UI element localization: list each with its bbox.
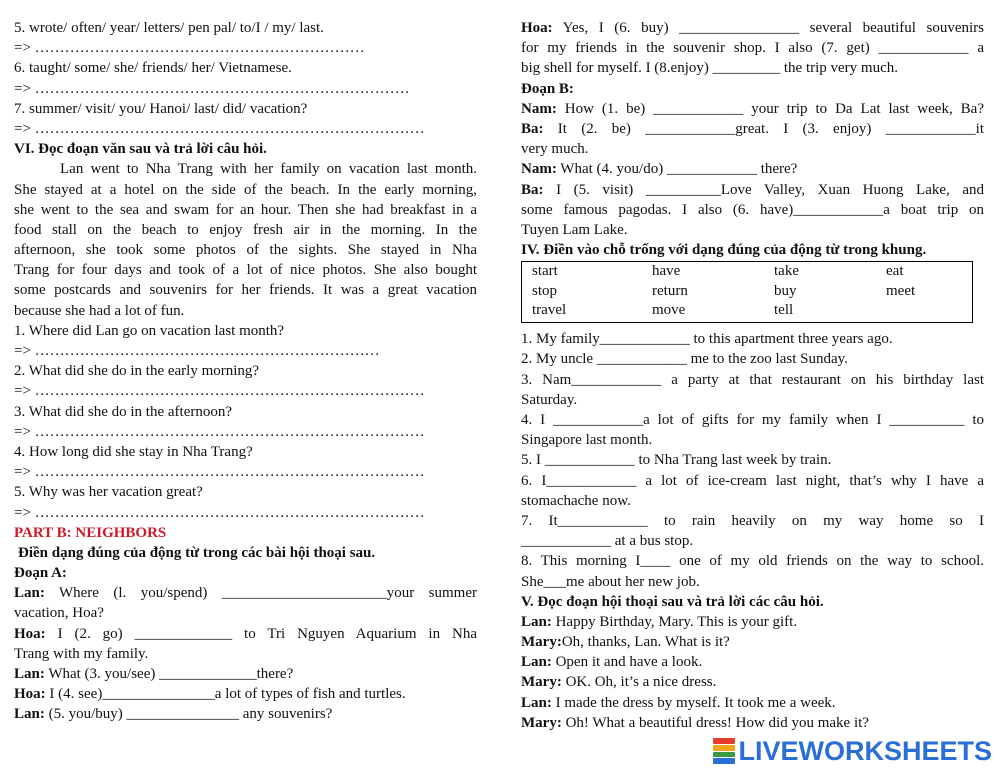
exercise-item[interactable]: 8. This morning I____ one of my old friends on the way to school. — [521, 553, 984, 570]
question-1: 1. Where did Lan go on vacation last month? — [14, 322, 285, 339]
dialogue-line[interactable]: Nam: What (4. you/do) ____________ there? — [521, 159, 984, 179]
dialogue-line: Trang with my family. — [14, 645, 149, 662]
speaker-label: Mary: — [521, 714, 562, 731]
part-b-instruction: Điền dạng đúng của động từ trong các bài hội thoại sau. — [18, 544, 376, 561]
speaker-label: Ba: — [521, 120, 544, 137]
answer-line[interactable]: => …………………………………………………………………… — [14, 120, 425, 137]
sentence-6: 6. taught/ some/ she/ friends/ her/ Vietnamese. — [14, 60, 292, 77]
exercise-item[interactable]: 6. I____________ a lot of ice-cream last night, that’s why I have a — [521, 472, 984, 489]
passage-line: Trang for four days and took of a lot of nice photos. She also bought — [14, 262, 477, 279]
answer-line[interactable]: => …………………………………………………………………… — [14, 423, 425, 440]
passage-line: She stayed at a hotel on the side of the beach. In the early morning, — [14, 181, 477, 198]
passage-line: afternoon, she took some photos of the sights. She stayed in Nha — [14, 242, 477, 259]
answer-line[interactable]: => …………………………………………………………………… — [14, 464, 425, 481]
dialogue-line[interactable]: for my friends in the souvenir shop. I also (7. get) ____________ a — [521, 40, 984, 57]
dialogue-line: Mary: OK. Oh, it’s a nice dress. — [521, 672, 984, 692]
exercise-item: stomachache now. — [521, 492, 631, 509]
part-b-heading: PART B: NEIGHBORS — [14, 524, 167, 541]
word-box — [521, 261, 973, 323]
left-column — [14, 18, 477, 725]
sentence-7: 7. summer/ visit/ you/ Hanoi/ last/ did/ vacation? — [14, 100, 308, 117]
speaker-label: Lan: — [521, 654, 552, 671]
question-3: 3. What did she do in the afternoon? — [14, 403, 232, 420]
exercise-item[interactable]: ____________ at a bus stop. — [521, 533, 694, 550]
question-2: 2. What did she do in the early morning? — [14, 363, 260, 380]
dialogue-line: very much. — [521, 141, 589, 158]
dialogue-line[interactable]: Hoa: Yes, I (6. buy) ________________ several beautiful souvenirs — [521, 18, 984, 38]
word-box-cell: have — [652, 263, 681, 280]
word-box-cell: eat — [886, 263, 904, 280]
liveworksheets-logo[interactable] — [713, 736, 992, 766]
exercise-item[interactable]: 7. It____________ to rain heavily on my way home so I — [521, 512, 984, 529]
speaker-label: Nam: — [521, 161, 557, 178]
answer-line[interactable]: => …………………………………………………………… — [14, 343, 380, 359]
speaker-label: Mary: — [521, 634, 562, 651]
logo-mark-icon — [713, 738, 735, 764]
dialogue-line[interactable]: Nam: How (1. be) ____________ your trip to Da Lat last week, Ba? — [521, 99, 984, 119]
word-box-cell: tell — [774, 302, 794, 319]
speaker-label: Lan: — [14, 706, 45, 723]
dialogue-line[interactable]: Ba: It (2. be) ____________great. I (3. enjoy) ____________it — [521, 119, 984, 139]
question-5: 5. Why was her vacation great? — [14, 484, 203, 501]
dialogue-line[interactable]: big shell for myself. I (8.enjoy) _________ the trip very much. — [521, 60, 899, 77]
exercise-item[interactable]: 2. My uncle ____________ me to the zoo last Sunday. — [521, 351, 848, 368]
speaker-label: Lan: — [521, 694, 552, 711]
answer-line[interactable]: => …………………………………………………………………… — [14, 504, 425, 521]
passage-line: she went to the sea and swam for an hour. Then she had breakfast in a — [14, 201, 477, 218]
dialogue-line: vacation, Hoa? — [14, 605, 104, 622]
answer-line[interactable]: => ………………………………………………………………… — [14, 80, 410, 97]
word-box-cell: take — [774, 263, 799, 280]
speaker-label: Lan: — [521, 613, 552, 630]
dialogue-line: Lan: Happy Birthday, Mary. This is your gift. — [521, 612, 984, 632]
dialogue-line: Mary: Oh! What a beautiful dress! How did you make it? — [521, 713, 984, 733]
exercise-item: Singapore last month. — [521, 432, 653, 449]
dialogue-line: Tuyen Lam Lake. — [521, 221, 628, 238]
dialogue-line[interactable]: Ba: I (5. visit) __________Love Valley, Xuan Huong Lake, and — [521, 180, 984, 200]
speaker-label: Hoa: — [14, 686, 46, 703]
exercise-item[interactable]: 1. My family____________ to this apartment three years ago. — [521, 331, 893, 348]
word-box-cell: move — [652, 302, 686, 319]
passage-line: Lan went to Nha Trang with her family on vacation last month. — [60, 161, 477, 178]
exercise-item: Saturday. — [521, 391, 578, 408]
passage-line: because she had a lot of fun. — [14, 302, 185, 319]
word-box-cell: stop — [532, 283, 558, 300]
word-box-cell: start — [532, 263, 558, 280]
section-v-heading: V. Đọc đoạn hội thoại sau và trả lời các câu hỏi. — [521, 593, 824, 610]
answer-line[interactable]: => ………………………………………………………… — [14, 40, 365, 57]
speaker-label: Hoa: — [14, 625, 46, 642]
sentence-5: 5. wrote/ often/ year/ letters/ pen pal/ to/I / my/ last. — [14, 20, 324, 36]
section-iv-heading: IV. Điền vào chỗ trống với dạng đúng của động từ trong khung. — [521, 242, 927, 259]
exercise-item[interactable]: 5. I ____________ to Nha Trang last week by train. — [521, 452, 832, 469]
speaker-label: Hoa: — [521, 20, 553, 36]
word-box-cell: buy — [774, 283, 797, 300]
dialogue-line[interactable]: some famous pagodas. I also (6. have)____________a boat trip on — [521, 201, 984, 218]
exercise-item[interactable]: She___me about her new job. — [521, 573, 700, 590]
speaker-label: Lan: — [14, 585, 45, 602]
word-box-cell: meet — [886, 283, 916, 300]
question-4: 4. How long did she stay in Nha Trang? — [14, 443, 253, 460]
dialogue-line[interactable]: Hoa: I (4. see)_______________a lot of types of fish and turtles. — [14, 684, 477, 704]
exercise-item[interactable]: 3. Nam____________ a party at that restaurant on his birthday last — [521, 371, 984, 388]
logo-text: LIVEWORKSHEETS — [738, 735, 992, 766]
exercise-item[interactable]: 4. I ____________a lot of gifts for my family when I __________ to — [521, 412, 984, 428]
right-column — [521, 18, 984, 733]
dialogue-line: Lan: Open it and have a look. — [521, 652, 984, 672]
dialogue-line[interactable]: Lan: Where (l. you/spend) ______________________your summer — [14, 583, 477, 603]
section-vi-heading: VI. Đọc đoạn văn sau và trả lời câu hỏi. — [14, 141, 267, 158]
answer-line[interactable]: => …………………………………………………………………… — [14, 383, 425, 400]
dialogue-line: Mary:Oh, thanks, Lan. What is it? — [521, 632, 984, 652]
speaker-label: Ba: — [521, 181, 544, 198]
dialogue-line[interactable]: Lan: (5. you/buy) _______________ any souvenirs? — [14, 704, 477, 724]
speaker-label: Nam: — [521, 100, 557, 117]
passage-line: food stall on the beach to enjoy fresh air in the morning. In the — [14, 221, 477, 238]
speaker-label: Mary: — [521, 674, 562, 691]
dialogue-line[interactable]: Lan: What (3. you/see) _____________there? — [14, 664, 477, 684]
dialogue-a-heading: Đoạn A: — [14, 565, 67, 582]
dialogue-line: Lan: I made the dress by myself. It took me a week. — [521, 693, 984, 713]
dialogue-b-heading: Đoạn B: — [521, 80, 574, 97]
passage-line: some postcards and souvenirs for her friends. It was a great vacation — [14, 282, 477, 299]
word-box-cell: travel — [532, 302, 567, 319]
speaker-label: Lan: — [14, 666, 45, 682]
dialogue-line[interactable]: Hoa: I (2. go) _____________ to Tri Nguyen Aquarium in Nha — [14, 624, 477, 644]
word-box-cell: return — [652, 283, 688, 300]
